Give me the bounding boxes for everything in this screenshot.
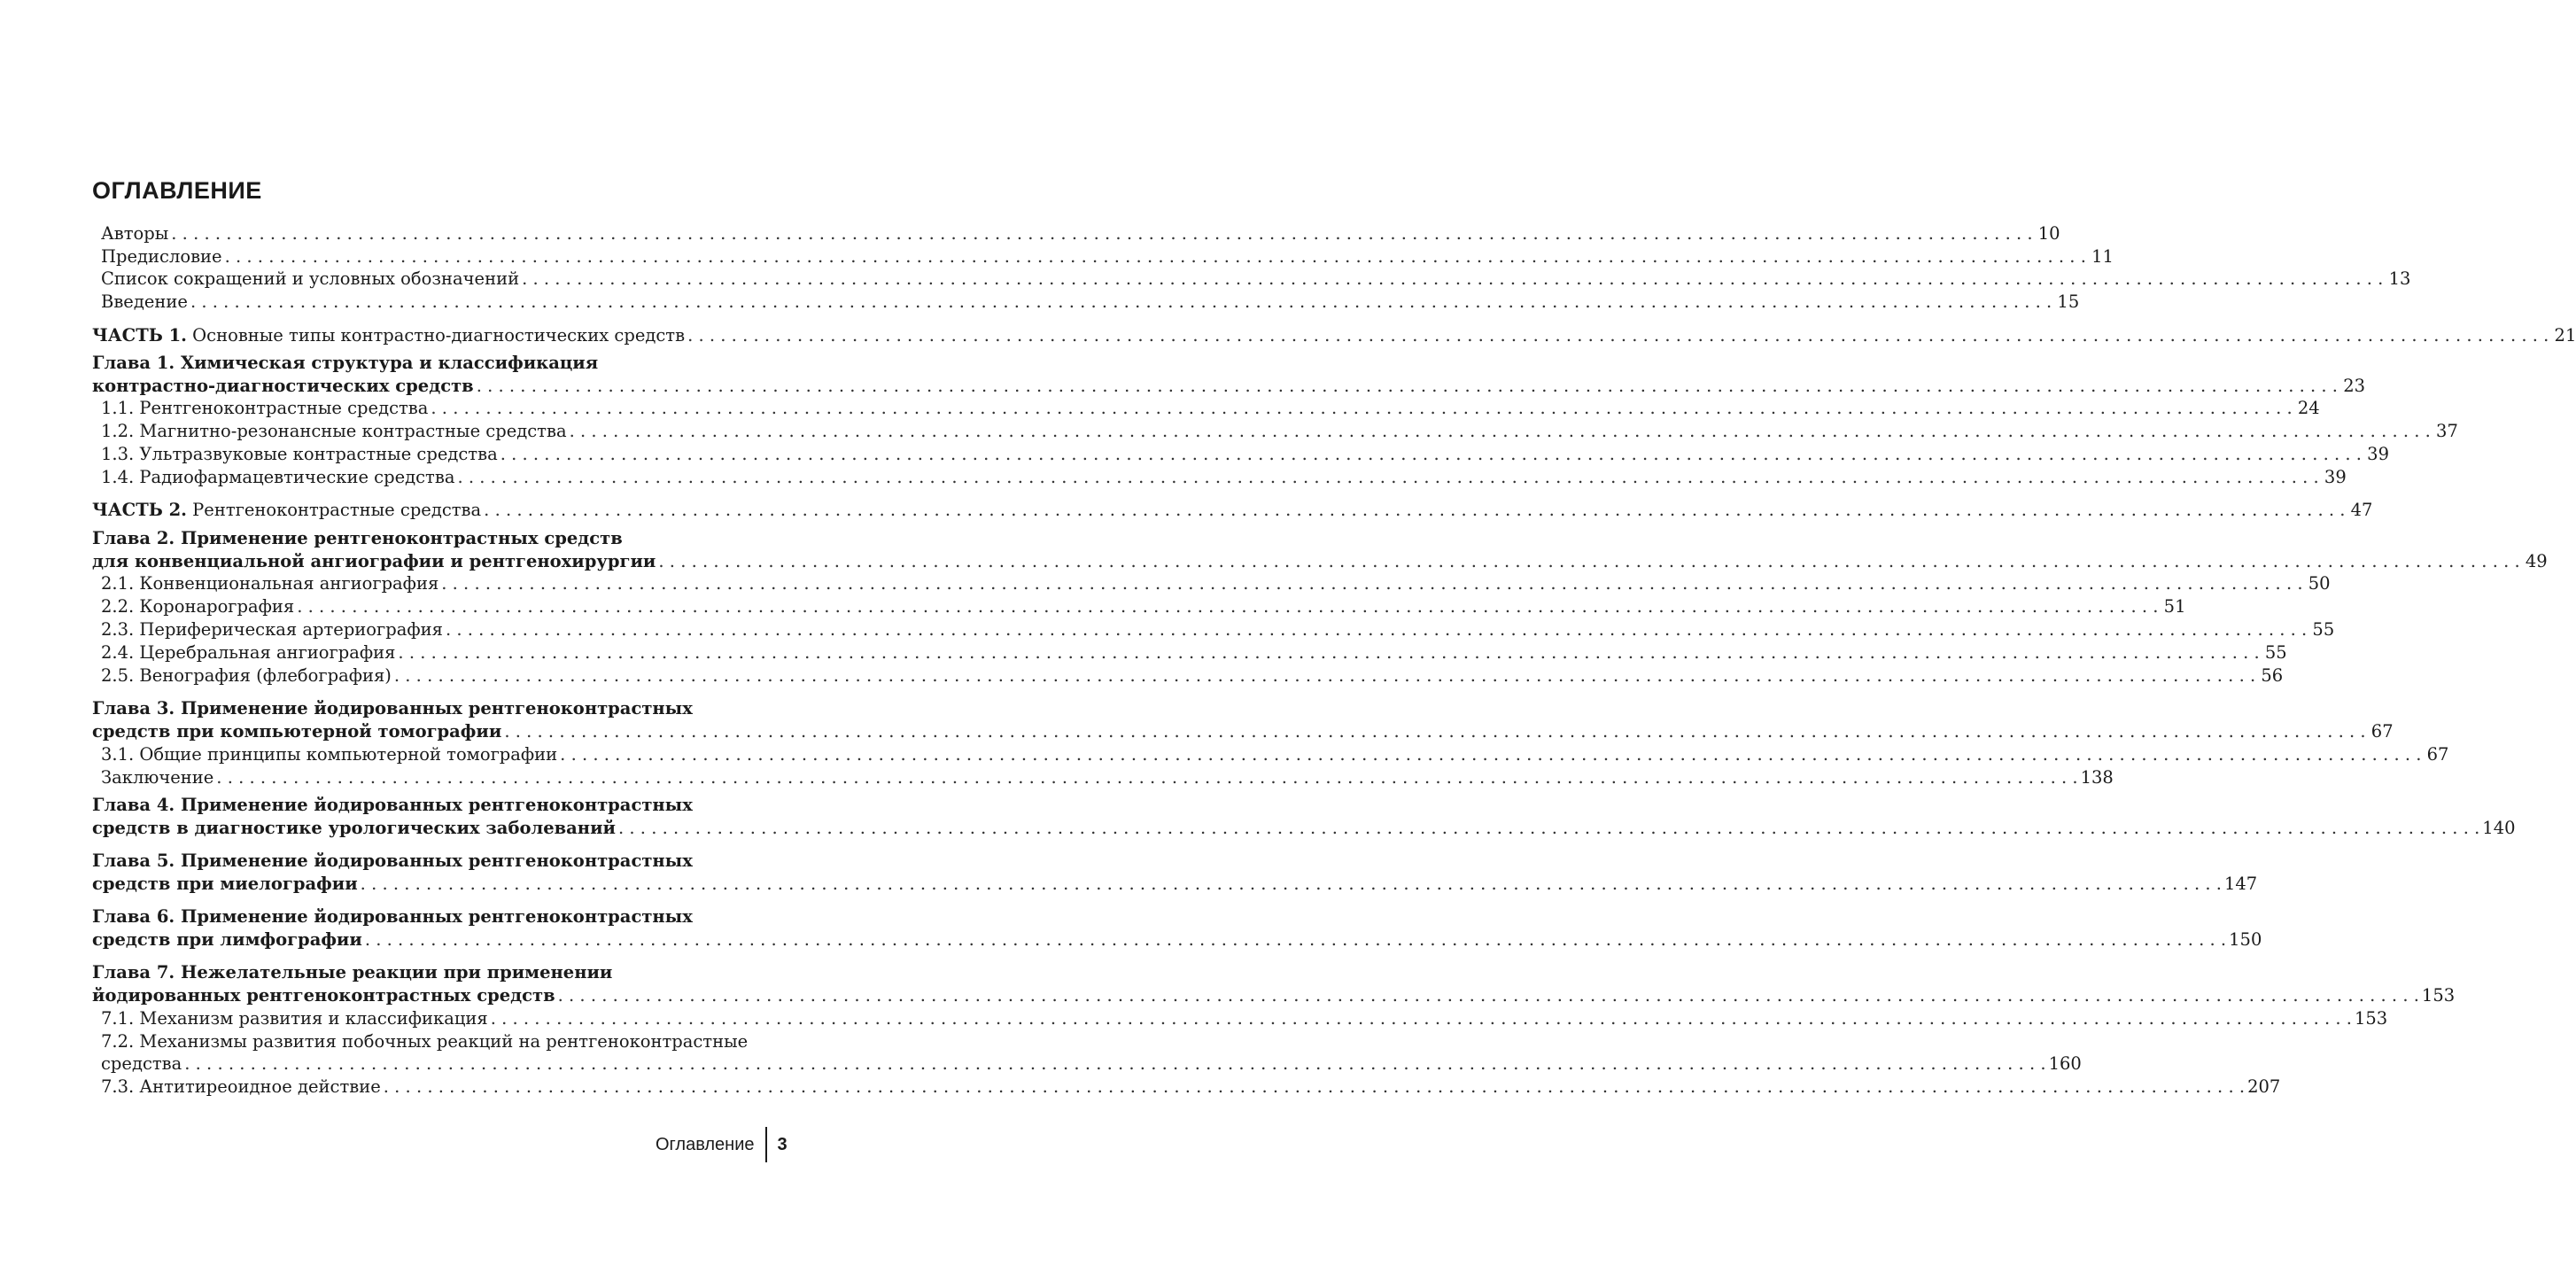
toc-page-number: 140 [2482,818,2516,838]
toc-section-2-5[interactable] [101,664,2284,687]
toc-entry-label: Рентгеноконтрастные средства [192,500,482,520]
part-prefix: ЧАСТЬ 1. [92,325,187,346]
toc-part-1[interactable] [92,324,2576,347]
toc-chapter-2-title-line1[interactable]: Глава 2. Применение рентгеноконтрастных средств [92,528,623,548]
toc-entry-label: 1.1. Рентгеноконтрастные средства [101,398,429,418]
toc-entry-label: Предисловие [101,246,222,267]
toc-section-2-4[interactable] [101,641,2287,664]
leader-dots [454,466,2321,489]
leader-dots [294,595,2161,618]
toc-entry-label: 2.1. Конвенциональная ангиография [101,573,439,594]
leader-dots [362,928,2229,951]
toc-page-number: 207 [2247,1076,2281,1097]
toc-page-number: 138 [2080,767,2114,788]
toc-page-number: 23 [2343,376,2366,396]
toc-entry-label: средства [101,1053,182,1074]
toc-chapter-4-title-line1[interactable]: Глава 4. Применение йодированных рентгеноконтрастных [92,795,693,815]
toc-entry-label: Список сокращений и условных обозначений [101,268,520,289]
leader-dots [358,873,2224,896]
toc-page-number: 150 [2229,929,2262,950]
leader-dots [656,550,2522,573]
toc-section-2-3[interactable] [101,618,2335,641]
toc-page-number: 21 [2554,325,2576,346]
running-footer [656,1127,788,1162]
toc-chapter-7-title-line1[interactable]: Глава 7. Нежелательные реакции при применении [92,962,613,983]
toc-chapter-4[interactable] [92,817,2516,840]
leader-dots [392,664,2258,687]
toc-page-number: 160 [2048,1053,2082,1074]
toc-page-number: 47 [2350,500,2373,520]
toc-entry-label: Основные типы контрастно-диагностических средств [192,325,686,346]
toc-entry-label: Авторы [101,223,169,244]
toc-entry-label: 3.1. Общие принципы компьютерной томографии [101,744,558,765]
toc-page-number: 67 [2370,721,2394,742]
toc-entry-label: 2.2. Коронарография [101,596,295,617]
leader-dots [481,499,2347,522]
toc-section-7-2-line1[interactable]: 7.2. Механизмы развития побочных реакций на рентгеноконтрастные [101,1031,749,1052]
leader-dots [443,618,2309,641]
toc-entry-label: 2.5. Венография (флебография) [101,665,392,686]
leader-dots [188,291,2054,314]
toc-page-number: 10 [2037,223,2060,244]
toc-chapter-1[interactable] [92,375,2366,398]
toc-entry-label: контрастно-диагностических средств [92,376,474,396]
toc-page-number: 49 [2525,551,2548,571]
leader-dots [555,984,2422,1007]
leader-dots [519,268,2386,291]
page-title: ОГЛАВЛЕНИЕ [92,177,262,204]
toc-entry-label: для конвенциальной ангиографии и рентгенохирургии [92,551,656,571]
toc-entry-label: 2.3. Периферическая артериография [101,619,443,640]
toc-section-7-2[interactable] [101,1052,2082,1076]
toc-section-1-1[interactable] [101,397,2320,420]
toc-page-number: 147 [2223,874,2258,894]
leader-dots [182,1052,2048,1076]
toc-entry-introduction[interactable] [101,291,2080,314]
leader-dots [428,397,2294,420]
toc-entry-label: Введение [101,291,188,312]
toc-chapter-5-title-line1[interactable]: Глава 5. Применение йодированных рентгеноконтрастных [92,850,693,871]
toc-page-number: 37 [2436,421,2458,441]
leader-dots [213,766,2080,789]
leader-dots [168,222,2035,245]
toc-entry-label: средств в диагностике урологических заболеваний [92,818,616,838]
toc-entry-label: 2.4. Церебральная ангиография [101,642,396,663]
toc-entry-authors[interactable] [101,222,2060,245]
leader-dots [501,720,2368,743]
leader-dots [395,641,2262,664]
leader-dots [222,245,2089,268]
toc-entry-abbreviations[interactable] [101,268,2411,291]
part-prefix: ЧАСТЬ 2. [92,500,187,520]
toc-entry-label: 7.1. Механизм развития и классификация [101,1008,488,1029]
toc-section-1-2[interactable] [101,420,2458,443]
toc-page-number: 51 [2163,596,2186,617]
toc-page-number: 24 [2297,398,2320,418]
toc-page-number: 153 [2421,985,2456,1006]
toc-entry-preface[interactable] [101,245,2114,268]
toc-entry-conclusion[interactable] [101,766,2114,789]
toc-entry-label: средств при компьютерной томографии [92,721,502,742]
toc-page-number: 153 [2354,1008,2388,1029]
toc-entry-label: 1.2. Магнитно-резонансные контрастные средства [101,421,567,441]
toc-entry-label: йодированных рентгеноконтрастных средств [92,985,555,1006]
toc-section-7-1[interactable] [101,1007,2388,1030]
toc-entry-label: средств при миелографии [92,874,358,894]
toc-section-2-1[interactable] [101,572,2331,595]
toc-entry-label: 7.3. Антитиреоидное действие [101,1076,381,1097]
leader-dots [685,324,2551,347]
toc-page-number: 11 [2091,246,2114,267]
toc-page-number: 56 [2261,665,2284,686]
toc-part-2[interactable] [92,499,2373,522]
toc-entry-label: Заключение [101,767,214,788]
page-number: 3 [777,1134,788,1154]
toc-page-number: 55 [2264,642,2287,663]
leader-dots [474,375,2340,398]
leader-dots [557,743,2424,766]
toc-page-number: 39 [2367,444,2389,464]
leader-dots [567,420,2433,443]
toc-page-number: 50 [2308,573,2331,594]
leader-dots [616,817,2482,840]
toc-chapter-6-title-line1[interactable]: Глава 6. Применение йодированных рентгеноконтрастных [92,906,693,927]
toc-chapter-3[interactable] [92,720,2394,743]
toc-page-number: 13 [2388,268,2411,289]
leader-dots [488,1007,2355,1030]
toc-section-1-4[interactable] [101,466,2347,489]
toc-entry-label: 1.3. Ультразвуковые контрастные средства [101,444,498,464]
toc-section-2-2[interactable] [101,595,2186,618]
toc-chapter-1-title-line1[interactable]: Глава 1. Химическая структура и классификация [92,353,599,373]
leader-dots [498,443,2364,466]
footer-section-title: Оглавление [656,1134,755,1154]
toc-chapter-2[interactable] [92,550,2548,573]
toc-chapter-5[interactable] [92,873,2258,896]
toc-page-number: 39 [2324,467,2347,487]
toc-page-number: 15 [2057,291,2080,312]
leader-dots [438,572,2305,595]
leader-dots [381,1076,2247,1099]
toc-page-number: 55 [2312,619,2335,640]
toc-section-7-3[interactable] [101,1076,2281,1099]
toc-entry-label: средств при лимфографии [92,929,362,950]
toc-section-3-1[interactable] [101,743,2449,766]
toc-page-number: 67 [2426,744,2449,765]
toc-chapter-6[interactable] [92,928,2262,951]
toc-chapter-7[interactable] [92,984,2456,1007]
toc-entry-label: 1.4. Радиофармацевтические средства [101,467,455,487]
toc-chapter-3-title-line1[interactable]: Глава 3. Применение йодированных рентгеноконтрастных [92,698,693,718]
toc-section-1-3[interactable] [101,443,2389,466]
